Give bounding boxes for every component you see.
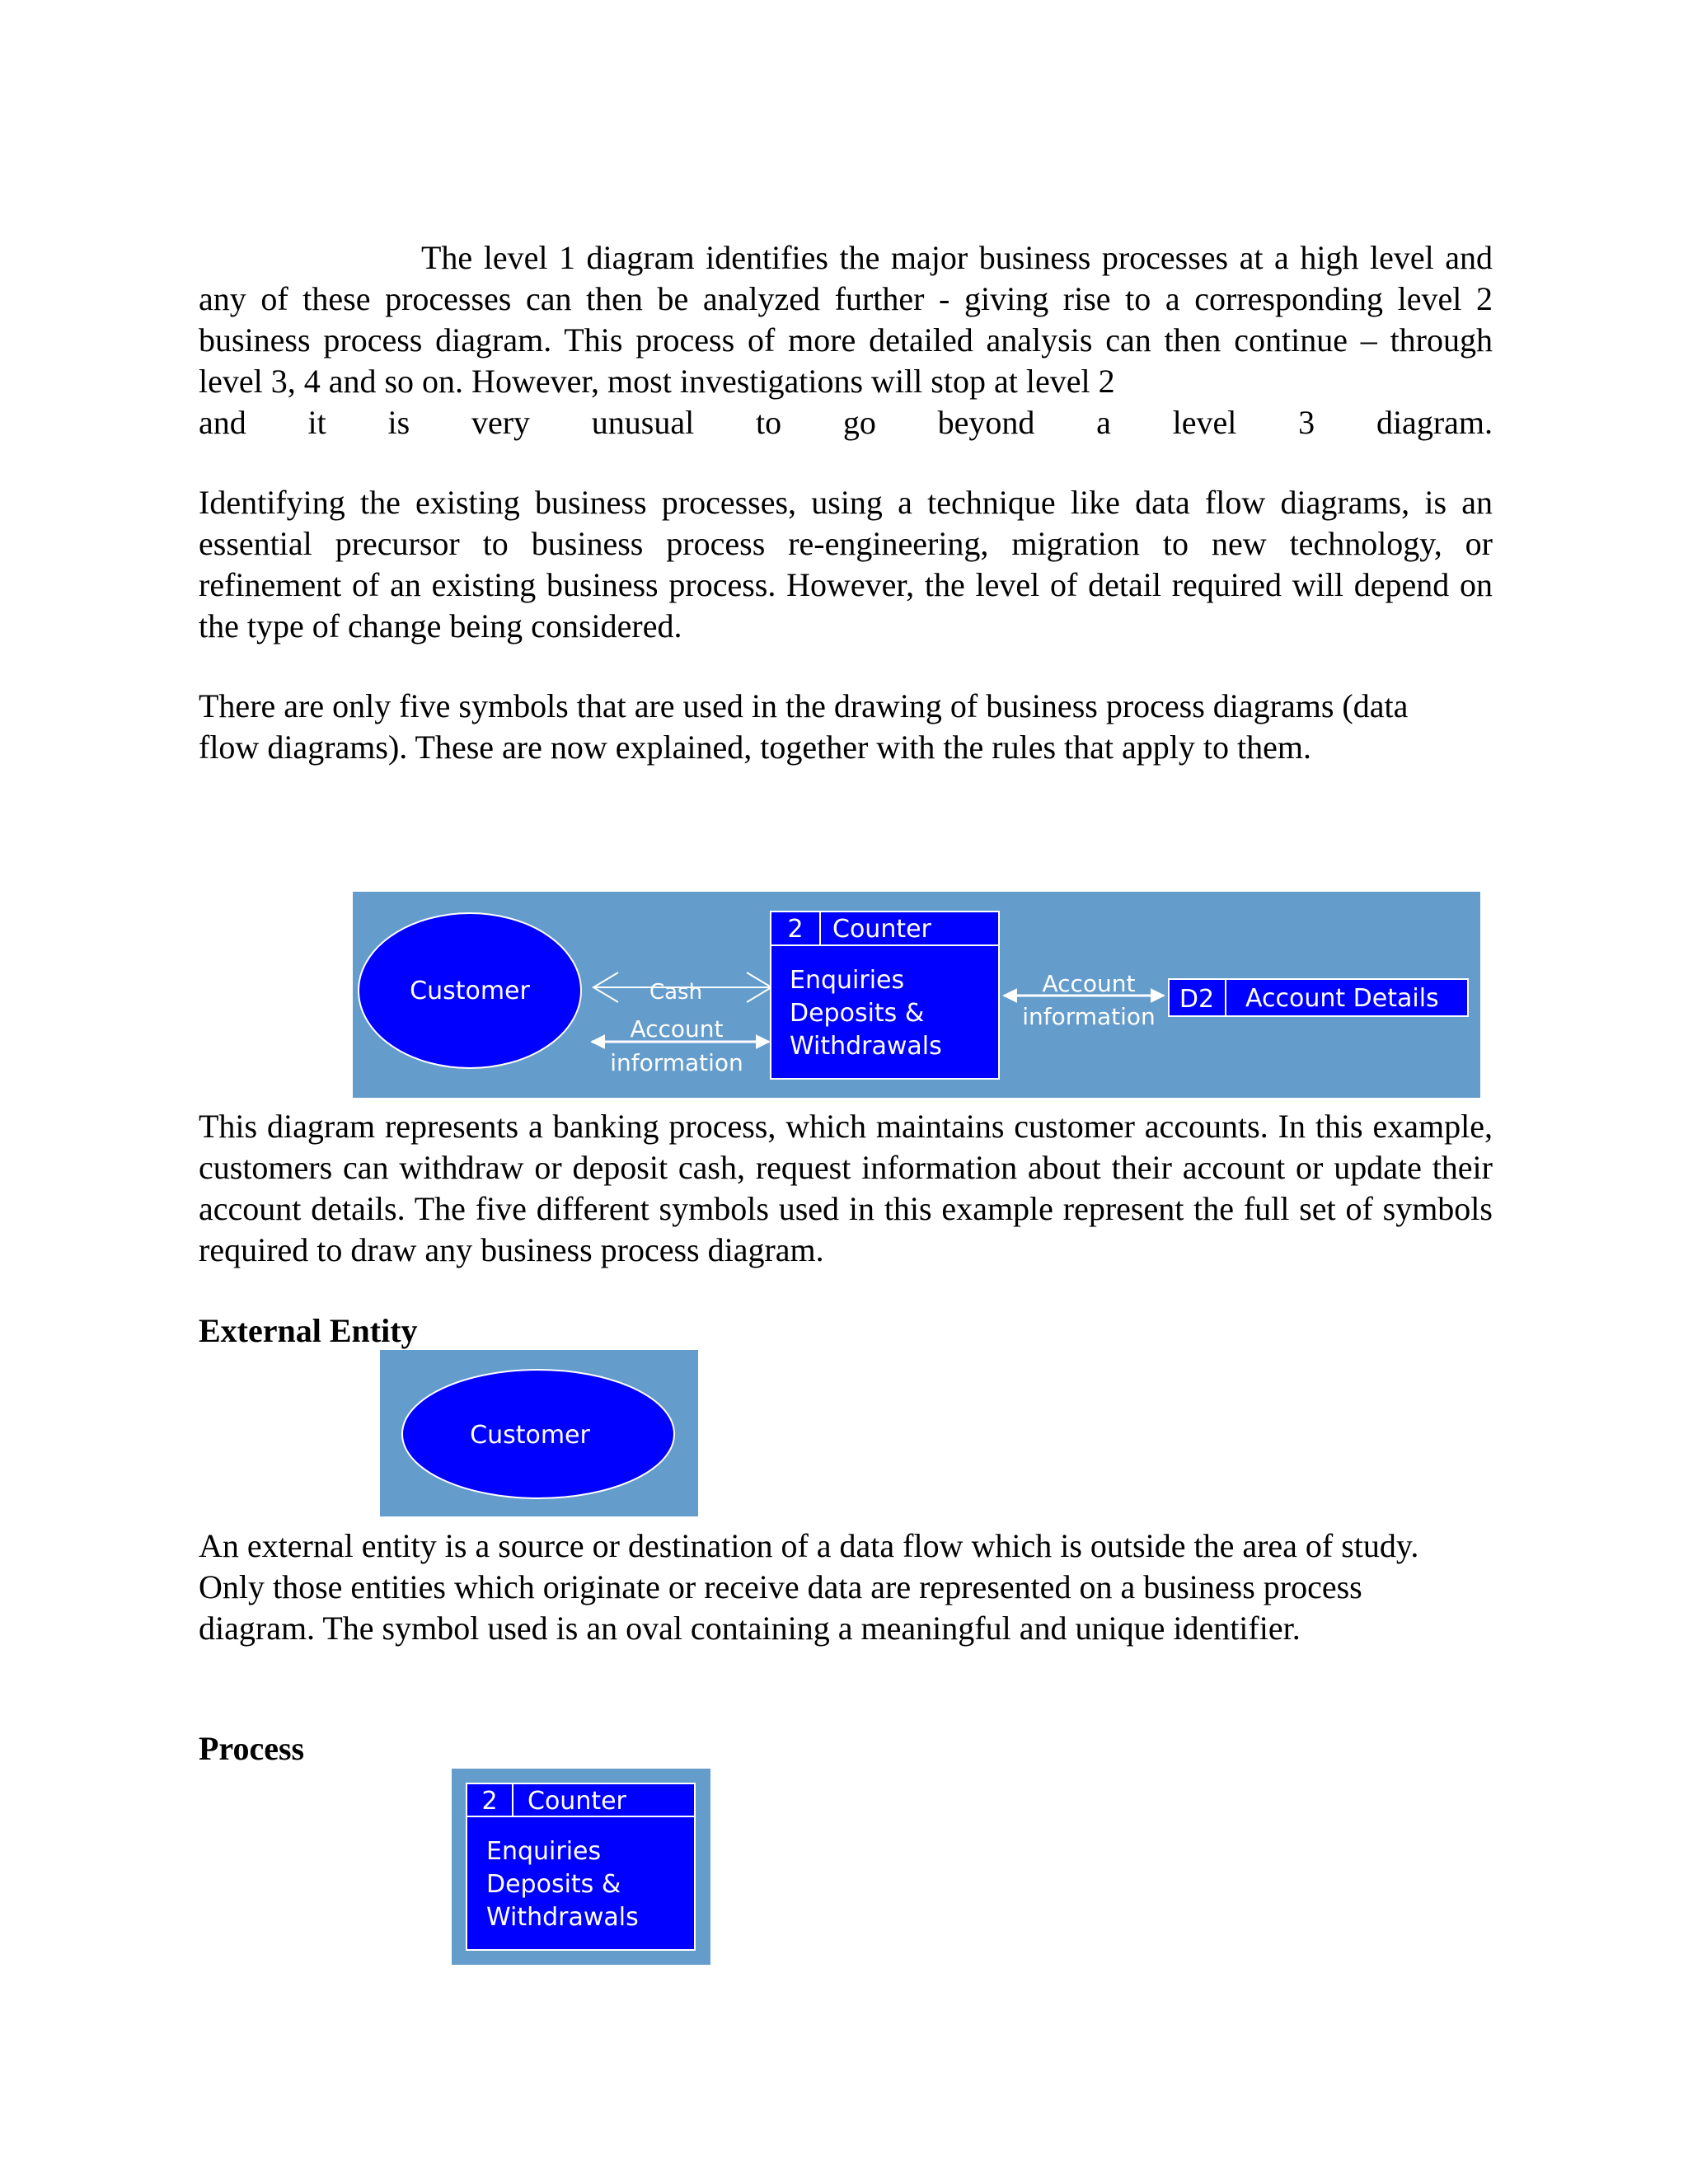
data-store-id: D2 (1179, 985, 1215, 1014)
account-flow-label-line1: Account (630, 1015, 724, 1043)
process-symbol-line-3: Withdrawals (486, 1903, 639, 1932)
process-line-1: Enquiries (790, 966, 905, 995)
cash-flow-label: Cash (649, 980, 703, 1005)
process-id: 2 (787, 915, 804, 944)
intro-paragraph (199, 237, 1493, 443)
banking-dfd-diagram (353, 892, 1480, 1098)
data-store-label: Account Details (1245, 984, 1439, 1013)
customer-entity-label: Customer (410, 977, 530, 1005)
external-entity-symbol (380, 1350, 698, 1516)
process-location: Counter (832, 915, 931, 944)
process-line-3: Withdrawals (790, 1032, 942, 1061)
banking-dfd-svg (353, 892, 1480, 1098)
process-line-2: Deposits & (790, 999, 925, 1028)
process-symbol-location: Counter (528, 1787, 626, 1816)
process-symbol-line-2: Deposits & (486, 1870, 621, 1899)
process-symbol (452, 1769, 710, 1965)
external-entity-label: Customer (470, 1421, 590, 1450)
process-heading: Process (199, 1730, 305, 1767)
process-symbol-svg (452, 1769, 710, 1965)
intro-paragraph-last-line: and it is very unusual to go beyond a level 3 diagram. (199, 404, 1493, 441)
intro-paragraph-body: The level 1 diagram identifies the major business processes at a high level and any of these processes can then be analyzed further - giving rise to a corresponding level 2 business process diagram. This process of more detailed analysis can then continue – through level 3, 4 and so on. However, most investigations will stop at level 2 (199, 239, 1493, 400)
account-flow-label-line2: information (610, 1049, 743, 1076)
external-entity-paragraph: An external entity is a source or destination of a data flow which is outside the area of study. Only those entities which originate or receive data are represented on a business process diagram. The symbol used is an oval containing a meaningful and unique identifier. (199, 1527, 1419, 1647)
symbols-paragraph: There are only five symbols that are used in the drawing of business process diagrams (data flow diagrams). These are now explained, together with the rules that apply to them. (199, 687, 1409, 766)
store-flow-label-line2: information (1022, 1003, 1156, 1030)
process-symbol-line-1: Enquiries (486, 1837, 602, 1866)
external-entity-heading: External Entity (199, 1312, 418, 1349)
banking-description-paragraph: This diagram represents a banking process, which maintains customer accounts. In this example, customers can withdraw or deposit cash, request information about their account or update their account details. The five different symbols used in this example represent the full set of symbols required to draw any business process diagram. (199, 1108, 1493, 1268)
process-symbol-id: 2 (481, 1787, 498, 1816)
external-entity-svg (380, 1350, 698, 1516)
precursor-paragraph: Identifying the existing business processes, using a technique like data flow diagrams, is an essential precursor to business process re-engineering, migration to new technology, or refinement of an existing business process. However, the level of detail required will depend on the type of change being considered. (199, 484, 1493, 644)
store-flow-label-line1: Account (1042, 970, 1136, 997)
